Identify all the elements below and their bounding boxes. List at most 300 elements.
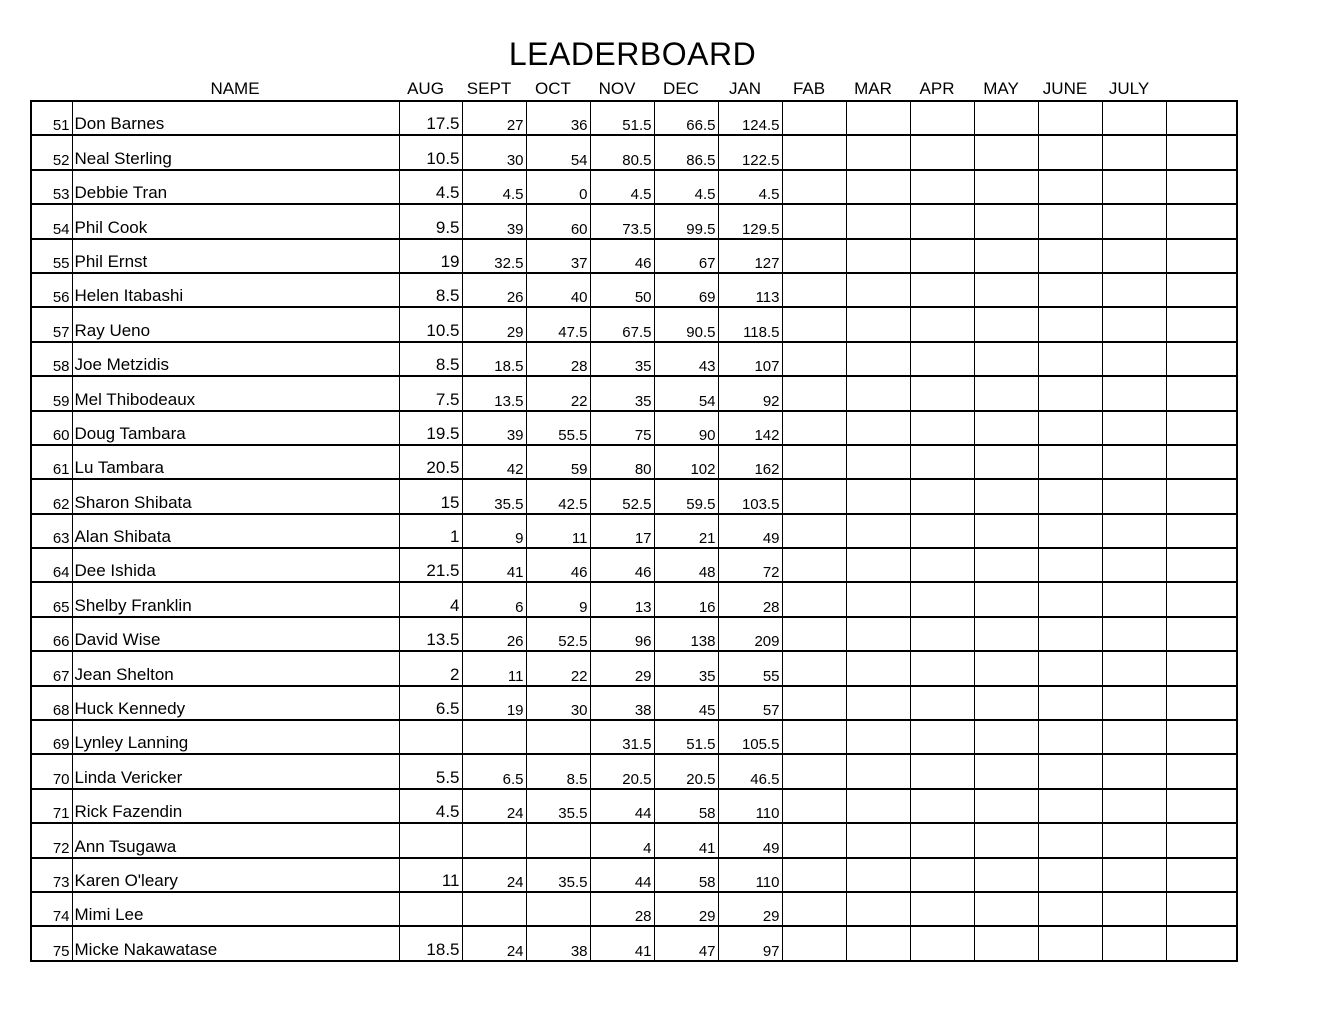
score-jan: 122.5	[718, 135, 782, 169]
score-oct: 28	[526, 342, 590, 376]
score-dec: 102	[654, 445, 718, 479]
blank-cell	[1166, 411, 1237, 445]
rank-number: 53	[31, 170, 72, 204]
score-jan: 28	[718, 582, 782, 616]
score-aug: 10.5	[399, 135, 462, 169]
score-sept: 24	[462, 789, 526, 823]
score-may	[974, 514, 1038, 548]
score-dec: 41	[654, 823, 718, 857]
score-sept	[462, 823, 526, 857]
score-june	[1038, 273, 1102, 307]
score-sept: 41	[462, 548, 526, 582]
score-fab	[782, 239, 846, 273]
score-nov: 29	[590, 651, 654, 685]
score-aug	[399, 892, 462, 926]
score-nov: 52.5	[590, 479, 654, 513]
score-fab	[782, 651, 846, 685]
score-oct: 36	[526, 101, 590, 135]
score-dec: 43	[654, 342, 718, 376]
score-oct: 38	[526, 926, 590, 960]
rank-number: 65	[31, 582, 72, 616]
score-fab	[782, 204, 846, 238]
score-june	[1038, 479, 1102, 513]
rank-number: 59	[31, 376, 72, 410]
score-may	[974, 720, 1038, 754]
score-mar	[846, 823, 910, 857]
score-sept: 24	[462, 926, 526, 960]
player-name: Phil Ernst	[72, 239, 399, 273]
table-row	[31, 754, 1237, 788]
blank-cell	[1166, 170, 1237, 204]
rank-number: 58	[31, 342, 72, 376]
score-mar	[846, 651, 910, 685]
score-july	[1102, 651, 1166, 685]
score-sept: 26	[462, 617, 526, 651]
table-row	[31, 686, 1237, 720]
score-apr	[910, 376, 974, 410]
blank-cell	[1166, 754, 1237, 788]
blank-cell	[1166, 823, 1237, 857]
score-oct: 59	[526, 445, 590, 479]
score-aug: 17.5	[399, 101, 462, 135]
header-oct: OCT	[535, 79, 571, 98]
score-apr	[910, 651, 974, 685]
score-oct: 0	[526, 170, 590, 204]
score-dec: 90	[654, 411, 718, 445]
player-name: Neal Sterling	[72, 135, 399, 169]
rank-number: 72	[31, 823, 72, 857]
score-apr	[910, 204, 974, 238]
score-apr	[910, 273, 974, 307]
score-jan: 110	[718, 858, 782, 892]
score-jan: 209	[718, 617, 782, 651]
score-jan: 92	[718, 376, 782, 410]
player-name: Lynley Lanning	[72, 720, 399, 754]
score-may	[974, 273, 1038, 307]
score-may	[974, 582, 1038, 616]
score-july	[1102, 445, 1166, 479]
score-oct: 60	[526, 204, 590, 238]
table-row	[31, 479, 1237, 513]
blank-cell	[1166, 239, 1237, 273]
score-nov: 38	[590, 686, 654, 720]
score-sept	[462, 720, 526, 754]
table-row	[31, 926, 1237, 960]
score-fab	[782, 582, 846, 616]
blank-cell	[1166, 548, 1237, 582]
player-name: Lu Tambara	[72, 445, 399, 479]
score-mar	[846, 548, 910, 582]
score-jan: 72	[718, 548, 782, 582]
score-mar	[846, 892, 910, 926]
player-name: Huck Kennedy	[72, 686, 399, 720]
score-sept: 35.5	[462, 479, 526, 513]
score-sept: 19	[462, 686, 526, 720]
score-july	[1102, 514, 1166, 548]
score-jan: 46.5	[718, 754, 782, 788]
score-apr	[910, 135, 974, 169]
player-name: Sharon Shibata	[72, 479, 399, 513]
score-june	[1038, 892, 1102, 926]
rank-number: 56	[31, 273, 72, 307]
score-nov: 80	[590, 445, 654, 479]
score-dec: 66.5	[654, 101, 718, 135]
score-oct: 9	[526, 582, 590, 616]
score-june	[1038, 445, 1102, 479]
score-dec: 35	[654, 651, 718, 685]
table-row	[31, 342, 1237, 376]
score-aug: 18.5	[399, 926, 462, 960]
score-apr	[910, 789, 974, 823]
score-june	[1038, 342, 1102, 376]
score-jan: 103.5	[718, 479, 782, 513]
score-aug: 5.5	[399, 754, 462, 788]
header-sept: SEPT	[466, 79, 512, 98]
score-dec: 48	[654, 548, 718, 582]
score-june	[1038, 823, 1102, 857]
score-oct: 37	[526, 239, 590, 273]
score-dec: 58	[654, 858, 718, 892]
score-may	[974, 135, 1038, 169]
score-may	[974, 892, 1038, 926]
blank-cell	[1166, 858, 1237, 892]
table-row	[31, 514, 1237, 548]
score-mar	[846, 754, 910, 788]
table-row	[31, 823, 1237, 857]
blank-cell	[1166, 479, 1237, 513]
score-july	[1102, 204, 1166, 238]
score-fab	[782, 858, 846, 892]
table-row	[31, 445, 1237, 479]
score-oct	[526, 720, 590, 754]
score-june	[1038, 754, 1102, 788]
score-mar	[846, 789, 910, 823]
score-june	[1038, 411, 1102, 445]
score-oct	[526, 823, 590, 857]
score-nov: 13	[590, 582, 654, 616]
blank-cell	[1166, 582, 1237, 616]
score-mar	[846, 720, 910, 754]
score-aug: 13.5	[399, 617, 462, 651]
score-june	[1038, 926, 1102, 960]
score-jan: 113	[718, 273, 782, 307]
score-aug: 21.5	[399, 548, 462, 582]
score-apr	[910, 101, 974, 135]
score-apr	[910, 686, 974, 720]
score-oct: 8.5	[526, 754, 590, 788]
score-aug: 1	[399, 514, 462, 548]
score-july	[1102, 273, 1166, 307]
score-nov: 46	[590, 548, 654, 582]
score-fab	[782, 376, 846, 410]
table-row	[31, 892, 1237, 926]
score-sept: 11	[462, 651, 526, 685]
score-aug	[399, 720, 462, 754]
score-dec: 21	[654, 514, 718, 548]
score-fab	[782, 926, 846, 960]
score-dec: 86.5	[654, 135, 718, 169]
score-may	[974, 789, 1038, 823]
score-apr	[910, 823, 974, 857]
score-may	[974, 101, 1038, 135]
header-nov: NOV	[598, 79, 636, 98]
table-row	[31, 789, 1237, 823]
score-july	[1102, 548, 1166, 582]
score-july	[1102, 101, 1166, 135]
score-mar	[846, 411, 910, 445]
score-dec: 90.5	[654, 307, 718, 341]
score-may	[974, 445, 1038, 479]
player-name: Joe Metzidis	[72, 342, 399, 376]
rank-number: 57	[31, 307, 72, 341]
score-may	[974, 651, 1038, 685]
score-fab	[782, 514, 846, 548]
score-may	[974, 307, 1038, 341]
score-sept: 42	[462, 445, 526, 479]
score-fab	[782, 720, 846, 754]
player-name: Ray Ueno	[72, 307, 399, 341]
score-aug: 19.5	[399, 411, 462, 445]
score-oct: 46	[526, 548, 590, 582]
score-aug: 8.5	[399, 342, 462, 376]
player-name: Micke Nakawatase	[72, 926, 399, 960]
rank-number: 73	[31, 858, 72, 892]
score-aug: 15	[399, 479, 462, 513]
score-dec: 47	[654, 926, 718, 960]
score-mar	[846, 582, 910, 616]
table-row	[31, 582, 1237, 616]
score-sept	[462, 892, 526, 926]
score-fab	[782, 342, 846, 376]
score-mar	[846, 858, 910, 892]
score-dec: 69	[654, 273, 718, 307]
score-july	[1102, 135, 1166, 169]
score-may	[974, 411, 1038, 445]
score-july	[1102, 858, 1166, 892]
score-sept: 39	[462, 204, 526, 238]
player-name: Alan Shibata	[72, 514, 399, 548]
rank-number: 54	[31, 204, 72, 238]
score-july	[1102, 754, 1166, 788]
player-name: David Wise	[72, 617, 399, 651]
player-name: Shelby Franklin	[72, 582, 399, 616]
score-oct: 35.5	[526, 858, 590, 892]
score-nov: 4.5	[590, 170, 654, 204]
player-name: Jean Shelton	[72, 651, 399, 685]
score-may	[974, 204, 1038, 238]
header-fab: FAB	[792, 79, 826, 98]
score-may	[974, 617, 1038, 651]
score-dec: 138	[654, 617, 718, 651]
score-dec: 58	[654, 789, 718, 823]
score-fab	[782, 892, 846, 926]
score-mar	[846, 204, 910, 238]
score-june	[1038, 101, 1102, 135]
blank-cell	[1166, 376, 1237, 410]
score-nov: 20.5	[590, 754, 654, 788]
player-name: Rick Fazendin	[72, 789, 399, 823]
rank-number: 66	[31, 617, 72, 651]
score-june	[1038, 789, 1102, 823]
score-nov: 31.5	[590, 720, 654, 754]
score-mar	[846, 479, 910, 513]
player-name: Karen O'leary	[72, 858, 399, 892]
table-row	[31, 101, 1237, 135]
blank-cell	[1166, 342, 1237, 376]
score-apr	[910, 170, 974, 204]
score-jan: 57	[718, 686, 782, 720]
player-name: Linda Vericker	[72, 754, 399, 788]
table-row	[31, 411, 1237, 445]
score-june	[1038, 582, 1102, 616]
table-row	[31, 307, 1237, 341]
score-apr	[910, 342, 974, 376]
score-may	[974, 754, 1038, 788]
header-july: JULY	[1108, 79, 1150, 98]
score-mar	[846, 239, 910, 273]
score-sept: 13.5	[462, 376, 526, 410]
score-nov: 35	[590, 342, 654, 376]
score-apr	[910, 617, 974, 651]
score-oct	[526, 892, 590, 926]
rank-number: 71	[31, 789, 72, 823]
score-nov: 80.5	[590, 135, 654, 169]
blank-cell	[1166, 135, 1237, 169]
score-dec: 67	[654, 239, 718, 273]
rank-number: 51	[31, 101, 72, 135]
score-nov: 28	[590, 892, 654, 926]
score-jan: 29	[718, 892, 782, 926]
score-june	[1038, 307, 1102, 341]
score-nov: 41	[590, 926, 654, 960]
rank-number: 64	[31, 548, 72, 582]
score-june	[1038, 548, 1102, 582]
score-sept: 30	[462, 135, 526, 169]
table-row	[31, 617, 1237, 651]
score-nov: 73.5	[590, 204, 654, 238]
header-jan: JAN	[728, 79, 762, 98]
score-fab	[782, 445, 846, 479]
score-june	[1038, 204, 1102, 238]
score-june	[1038, 239, 1102, 273]
score-sept: 6.5	[462, 754, 526, 788]
score-fab	[782, 101, 846, 135]
table-row	[31, 548, 1237, 582]
score-jan: 105.5	[718, 720, 782, 754]
rank-number: 69	[31, 720, 72, 754]
score-mar	[846, 926, 910, 960]
blank-cell	[1166, 273, 1237, 307]
score-fab	[782, 754, 846, 788]
score-june	[1038, 686, 1102, 720]
score-aug: 11	[399, 858, 462, 892]
rank-number: 68	[31, 686, 72, 720]
score-mar	[846, 376, 910, 410]
rank-number: 70	[31, 754, 72, 788]
score-aug: 8.5	[399, 273, 462, 307]
rank-number: 67	[31, 651, 72, 685]
table-row	[31, 720, 1237, 754]
score-apr	[910, 926, 974, 960]
score-dec: 4.5	[654, 170, 718, 204]
score-dec: 16	[654, 582, 718, 616]
score-fab	[782, 617, 846, 651]
score-dec: 99.5	[654, 204, 718, 238]
score-july	[1102, 479, 1166, 513]
score-mar	[846, 686, 910, 720]
player-name: Dee Ishida	[72, 548, 399, 582]
score-jan: 4.5	[718, 170, 782, 204]
score-nov: 44	[590, 858, 654, 892]
table-row	[31, 204, 1237, 238]
score-jan: 55	[718, 651, 782, 685]
player-name: Ann Tsugawa	[72, 823, 399, 857]
score-mar	[846, 342, 910, 376]
score-jan: 49	[718, 514, 782, 548]
blank-cell	[1166, 926, 1237, 960]
score-july	[1102, 823, 1166, 857]
score-jan: 127	[718, 239, 782, 273]
score-nov: 67.5	[590, 307, 654, 341]
player-name: Phil Cook	[72, 204, 399, 238]
score-apr	[910, 754, 974, 788]
score-dec: 54	[654, 376, 718, 410]
score-aug: 6.5	[399, 686, 462, 720]
score-oct: 54	[526, 135, 590, 169]
score-apr	[910, 411, 974, 445]
score-oct: 47.5	[526, 307, 590, 341]
score-june	[1038, 858, 1102, 892]
score-fab	[782, 307, 846, 341]
column-headers	[30, 79, 1235, 99]
score-may	[974, 376, 1038, 410]
rank-number: 55	[31, 239, 72, 273]
rank-number: 60	[31, 411, 72, 445]
score-nov: 96	[590, 617, 654, 651]
score-aug: 9.5	[399, 204, 462, 238]
score-july	[1102, 342, 1166, 376]
header-mar: MAR	[854, 79, 892, 98]
score-june	[1038, 170, 1102, 204]
player-name: Mimi Lee	[72, 892, 399, 926]
score-june	[1038, 617, 1102, 651]
player-name: Mel Thibodeaux	[72, 376, 399, 410]
score-fab	[782, 411, 846, 445]
rank-number: 62	[31, 479, 72, 513]
score-fab	[782, 135, 846, 169]
score-sept: 26	[462, 273, 526, 307]
score-jan: 49	[718, 823, 782, 857]
rank-number: 52	[31, 135, 72, 169]
blank-cell	[1166, 892, 1237, 926]
score-aug: 4.5	[399, 789, 462, 823]
score-july	[1102, 789, 1166, 823]
table-row	[31, 273, 1237, 307]
score-jan: 97	[718, 926, 782, 960]
score-oct: 52.5	[526, 617, 590, 651]
player-name: Doug Tambara	[72, 411, 399, 445]
score-oct: 30	[526, 686, 590, 720]
score-aug: 7.5	[399, 376, 462, 410]
score-mar	[846, 135, 910, 169]
score-nov: 35	[590, 376, 654, 410]
score-mar	[846, 307, 910, 341]
score-june	[1038, 514, 1102, 548]
header-apr: APR	[919, 79, 955, 98]
player-name: Debbie Tran	[72, 170, 399, 204]
score-may	[974, 858, 1038, 892]
score-dec: 29	[654, 892, 718, 926]
